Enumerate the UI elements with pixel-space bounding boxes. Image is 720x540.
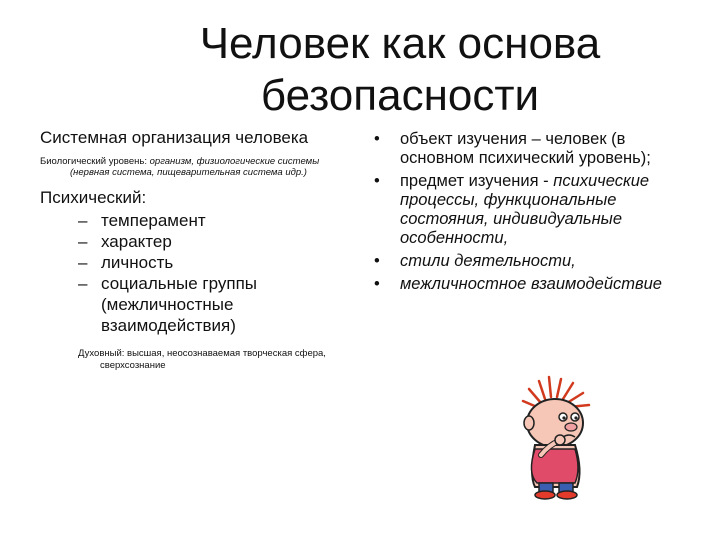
list-item-italic-text: межличностное взаимодействие	[400, 275, 662, 293]
research-bullets	[372, 130, 672, 294]
spiritual-level: Духовный: высшая, неосознаваемая творческая сфера, сверхсознание	[78, 348, 326, 371]
bullet-marker: •	[374, 252, 380, 270]
bullet-marker: •	[374, 275, 380, 293]
list-item	[78, 252, 340, 273]
list-item	[372, 252, 672, 271]
list-item	[372, 275, 672, 294]
list-item-text: личность	[101, 253, 174, 272]
left-column	[40, 128, 340, 372]
list-item	[372, 130, 672, 168]
bio-level-label: Биологический уровень:	[40, 156, 150, 167]
right-column	[372, 130, 672, 298]
biological-level	[40, 156, 340, 178]
list-item-text: темперамент	[101, 211, 206, 230]
bullet-marker: •	[374, 172, 380, 190]
dash-marker: –	[78, 274, 88, 293]
system-organization-title: Системная организация человека	[40, 128, 309, 147]
list-item-italic-text: стили деятельности,	[400, 252, 576, 270]
psychic-level-list	[40, 210, 340, 336]
dash-marker: –	[78, 253, 88, 272]
list-item-text: предмет изучения -	[400, 172, 549, 190]
psychic-level-heading: Психический:	[40, 188, 147, 207]
bullet-marker: •	[374, 130, 380, 148]
dash-marker: –	[78, 232, 88, 251]
list-item-italic-text: психические процессы, функциональные состояния, индивидуальные особенности,	[400, 172, 650, 247]
list-item-text: социальные группы (межличностные взаимодействия)	[101, 274, 257, 335]
list-item	[78, 273, 340, 336]
list-item	[372, 172, 672, 248]
list-item-text: объект изучения – человек (в основном психический уровень);	[400, 130, 651, 167]
page-title: Человек как основа безопасности	[199, 19, 601, 120]
dash-marker: –	[78, 211, 88, 230]
bio-level-text: организм, физиологические системы (нервная система, пищеварительная система идр.)	[70, 156, 320, 178]
list-item	[78, 210, 340, 231]
list-item-text: характер	[101, 232, 172, 251]
list-item	[78, 231, 340, 252]
thinking-boy-icon	[505, 375, 615, 500]
